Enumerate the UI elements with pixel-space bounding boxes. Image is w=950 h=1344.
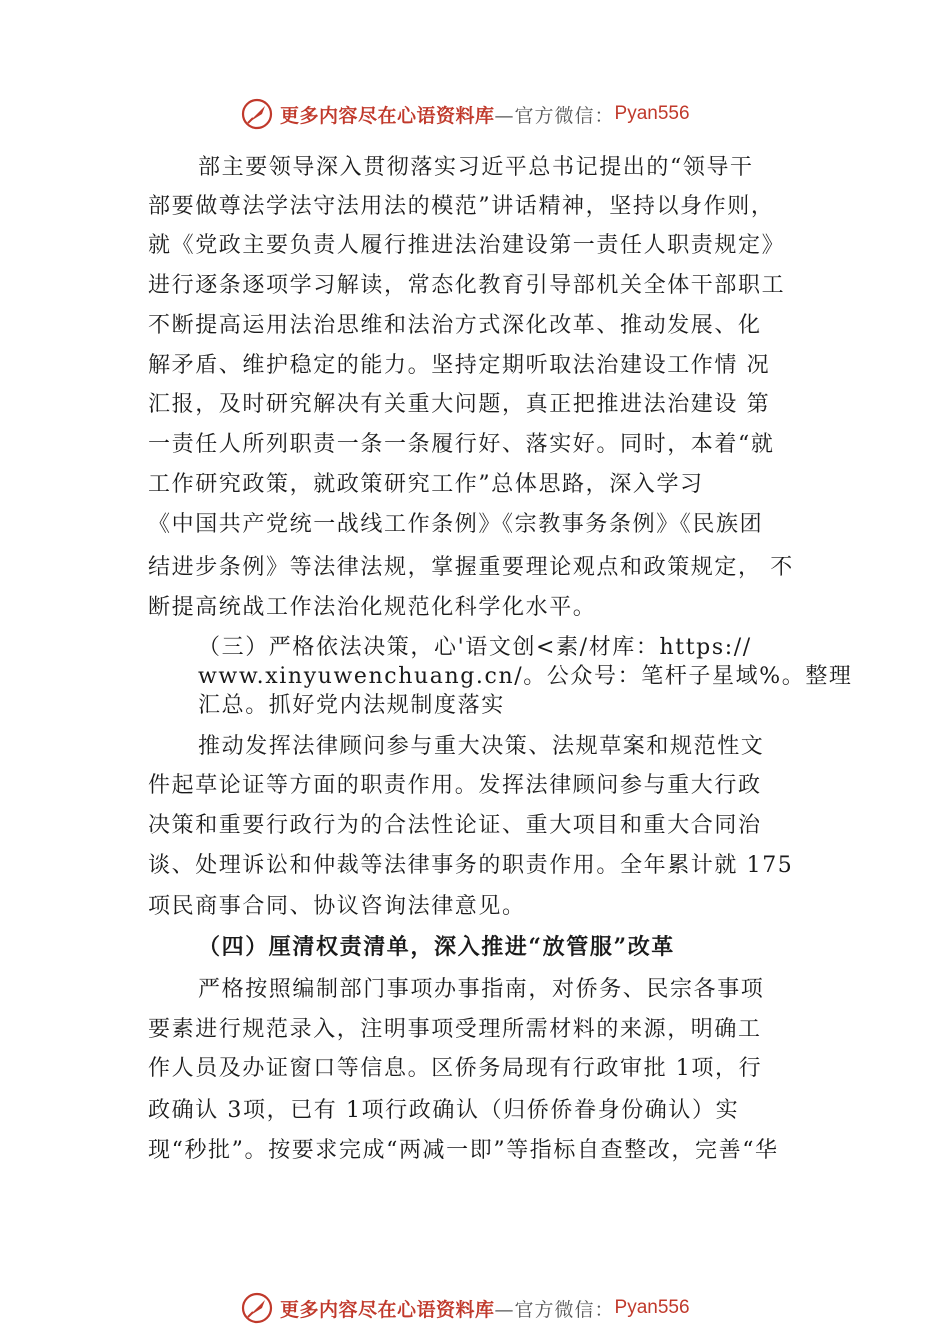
text-line: 进行逐条逐项学习解读，常态化教育引导部机关全体干部职工 (148, 273, 786, 298)
watermark-sub-text: —官方微信： (494, 1298, 615, 1321)
text-line: 断提高统战工作法治化规范化科学化水平。 (148, 595, 597, 620)
text-line: 结进步条例》等法律法规，掌握重要理论观点和政策规定， 不 (148, 555, 794, 580)
watermark-wechat-id: Pyan556 (614, 1297, 690, 1318)
text-line: 推动发挥法律顾问参与重大决策、法规草案和规范性文 (198, 734, 765, 759)
text-line: 作人员及办证窗口等信息。区侨务局现有行政审批 1项，行 (148, 1056, 763, 1081)
watermark-wechat-id: Pyan556 (614, 103, 690, 124)
text-line: www.xinyuwenchuang.cn/。公众号：笔杆子星域%。整理 (198, 664, 853, 689)
text-line: 就《党政主要负责人履行推进法治建设第一责任人职责规定》 (148, 233, 786, 258)
watermark-main-text: 更多内容尽在心语资料库 (280, 104, 495, 127)
quill-seal-icon (240, 97, 274, 131)
text-line: 《中国共产党统一战线工作条例》《宗教事务条例》《民族团 (148, 512, 764, 537)
watermark-main-text: 更多内容尽在心语资料库 (280, 1298, 495, 1321)
quill-seal-icon (240, 1291, 274, 1325)
text-line: 工作研究政策，就政策研究工作”总体思路，深入学习 (148, 472, 704, 497)
footer-watermark (240, 1290, 690, 1326)
section-heading: （四）厘清权责清单，深入推进“放管服”改革 (198, 934, 675, 960)
text-line: 严格按照编制部门事项办事指南，对侨务、民宗各事项 (198, 977, 765, 1002)
text-line: 解矛盾、维护稳定的能力。坚持定期听取法治建设工作情 况 (148, 353, 771, 378)
text-line: 汇总。抓好党内法规制度落实 (198, 693, 505, 718)
header-watermark (240, 96, 690, 132)
watermark-sub-text: —官方微信： (494, 104, 615, 127)
text-line: 不断提高运用法治思维和法治方式深化改革、推动发展、化 (148, 313, 762, 338)
text-line: 要素进行规范录入，注明事项受理所需材料的来源，明确工 (148, 1017, 762, 1042)
text-line: 件起草论证等方面的职责作用。发挥法律顾问参与重大行政 (148, 773, 762, 798)
text-line: 部主要领导深入贯彻落实习近平总书记提出的“领导干 (198, 155, 754, 180)
text-line: 汇报，及时研究解决有关重大问题，真正把推进法治建设 第 (148, 392, 771, 417)
text-line: 决策和重要行政行为的合法性论证、重大项目和重大合同治 (148, 813, 762, 838)
text-line: 谈、处理诉讼和仲裁等法律事务的职责作用。全年累计就 175 (148, 853, 794, 878)
text-line: （三）严格依法决策，心'语文创<素/材库：https:// (198, 635, 752, 660)
text-line: 部要做尊法学法守法用法的模范”讲话精神，坚持以身作则， (148, 194, 775, 219)
text-line: 项民商事合同、协议咨询法律意见。 (148, 894, 526, 919)
text-line: 现“秒批”。按要求完成“两减一即”等指标自查整改，完善“华 (148, 1138, 779, 1163)
text-line: 一责任人所列职责一条一条履行好、落实好。同时，本着“就 (148, 432, 775, 457)
text-line: 政确认 3项，已有 1项行政确认（归侨侨眷身份确认）实 (148, 1098, 740, 1123)
